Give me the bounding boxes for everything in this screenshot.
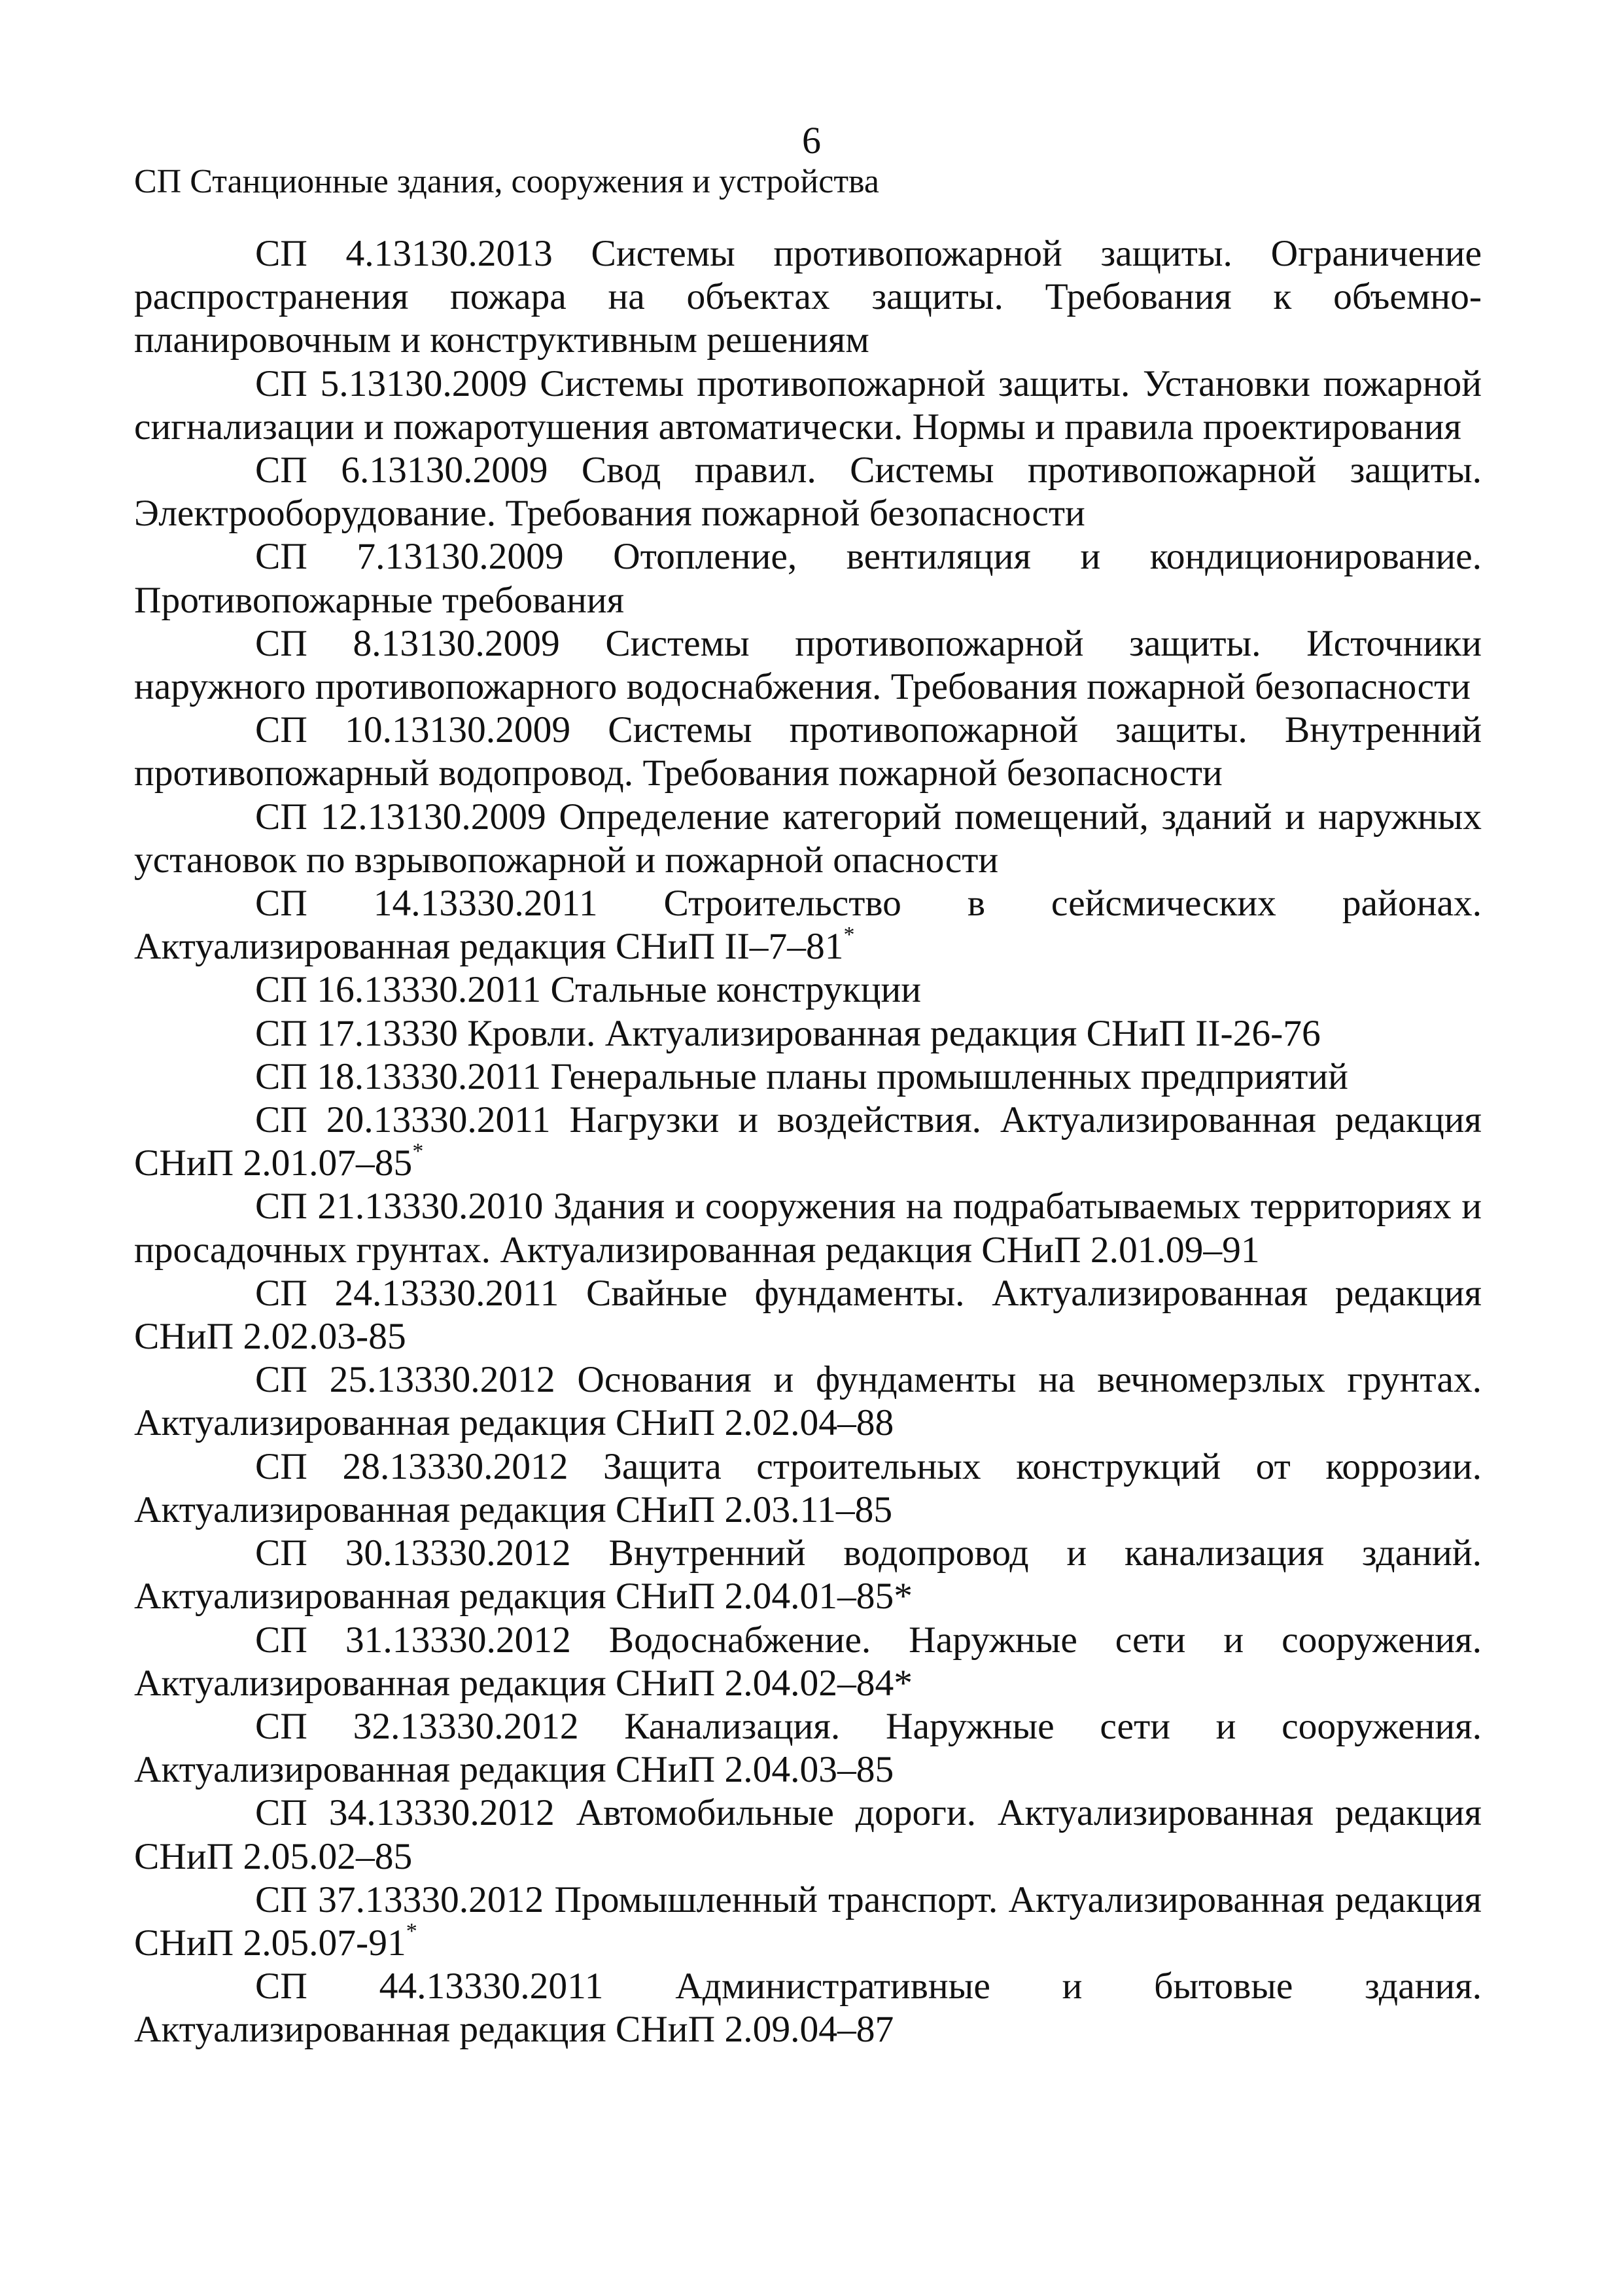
reference-text: СП 7.13130.2009 Отопление, вентиляция и кондиционирование. Противопожарные требования — [134, 536, 1482, 621]
reference-item — [134, 1532, 1482, 1618]
reference-footnote-mark: * — [843, 923, 855, 947]
reference-item — [134, 1099, 1482, 1185]
reference-text: СП 30.13330.2012 Внутренний водопровод и канализация зданий. Актуализированная редакция СНиП 2.04.01–85* — [134, 1532, 1482, 1617]
reference-text: СП 16.13330.2011 Стальные конструкции — [255, 969, 922, 1011]
reference-item — [134, 1965, 1482, 2051]
reference-item — [134, 796, 1482, 882]
reference-item — [134, 1445, 1482, 1532]
reference-text: СП 6.13130.2009 Свод правил. Системы противопожарной защиты. Электрооборудование. Требования пожарной безопасности — [134, 450, 1482, 535]
reference-item — [134, 1619, 1482, 1705]
reference-item — [134, 622, 1482, 709]
reference-text: СП 4.13130.2013 Системы противопожарной защиты. Ограничение распространения пожара на объектах защиты. Требования к объемно-планировочным и конструктивным решениям — [134, 233, 1482, 361]
reference-text: СП 28.13330.2012 Защита строительных конструкций от коррозии. Актуализированная редакция СНиП 2.03.11–85 — [134, 1445, 1482, 1530]
reference-item — [134, 1705, 1482, 1792]
reference-text: СП 5.13130.2009 Системы противопожарной защиты. Установки пожарной сигнализации и пожаротушения автоматически. Нормы и правила проектирования — [134, 362, 1482, 448]
reference-item — [134, 449, 1482, 535]
reference-footnote-mark: * — [412, 1139, 424, 1164]
reference-item — [134, 882, 1482, 968]
reference-text: СП 32.13330.2012 Канализация. Наружные сети и сооружения. Актуализированная редакция СНиП 2.04.03–85 — [134, 1705, 1482, 1791]
reference-list — [134, 232, 1482, 2052]
reference-text: СП 34.13330.2012 Автомобильные дороги. Актуализированная редакция СНиП 2.05.02–85 — [134, 1792, 1482, 1877]
running-head: СП Станционные здания, сооружения и устройства — [134, 163, 879, 200]
reference-text: СП 37.13330.2012 Промышленный транспорт. Актуализированная редакция СНиП 2.05.07-91 — [134, 1879, 1482, 1964]
reference-text: СП 25.13330.2012 Основания и фундаменты на вечномерзлых грунтах. Актуализированная редакция СНиП 2.02.04–88 — [134, 1359, 1482, 1444]
reference-item — [134, 535, 1482, 622]
reference-item — [134, 1185, 1482, 1271]
reference-text: СП 17.13330 Кровли. Актуализированная редакция СНиП II-26-76 — [255, 1012, 1321, 1054]
reference-text: СП 14.13330.2011 Строительство в сейсмических районах. Актуализированная редакция СНиП II–7–81 — [134, 883, 1482, 968]
reference-item — [134, 1358, 1482, 1445]
reference-text: СП 44.13330.2011 Административные и бытовые здания. Актуализированная редакция СНиП 2.09.04–87 — [134, 1966, 1482, 2051]
reference-item — [134, 1272, 1482, 1358]
reference-text: СП 24.13330.2011 Свайные фундаменты. Актуализированная редакция СНиП 2.02.03-85 — [134, 1272, 1482, 1358]
reference-item — [134, 1879, 1482, 1965]
reference-text: СП 18.13330.2011 Генеральные планы промышленных предприятий — [255, 1055, 1348, 1097]
reference-item — [134, 709, 1482, 795]
reference-item — [134, 1012, 1482, 1055]
reference-footnote-mark: * — [406, 1918, 417, 1943]
reference-item — [134, 1055, 1482, 1099]
reference-text: СП 20.13330.2011 Нагрузки и воздействия. Актуализированная редакция СНиП 2.01.07–85 — [134, 1099, 1482, 1184]
reference-item — [134, 1792, 1482, 1878]
reference-text: СП 10.13130.2009 Системы противопожарной защиты. Внутренний противопожарный водопровод. Требования пожарной безопасности — [134, 709, 1482, 794]
reference-item — [134, 362, 1482, 449]
reference-item — [134, 232, 1482, 362]
reference-text: СП 8.13130.2009 Системы противопожарной защиты. Источники наружного противопожарного водоснабжения. Требования пожарной безопасности — [134, 622, 1482, 708]
reference-text: СП 31.13330.2012 Водоснабжение. Наружные сети и сооружения. Актуализированная редакция СНиП 2.04.02–84* — [134, 1619, 1482, 1704]
reference-text: СП 21.13330.2010 Здания и сооружения на подрабатываемых территориях и просадочных грунтах. Актуализированная редакция СНиП 2.01.09–91 — [134, 1186, 1482, 1271]
page-number: 6 — [802, 119, 821, 162]
reference-item — [134, 968, 1482, 1012]
reference-text: СП 12.13130.2009 Определение категорий помещений, зданий и наружных установок по взрывопожарной и пожарной опасности — [134, 796, 1482, 881]
